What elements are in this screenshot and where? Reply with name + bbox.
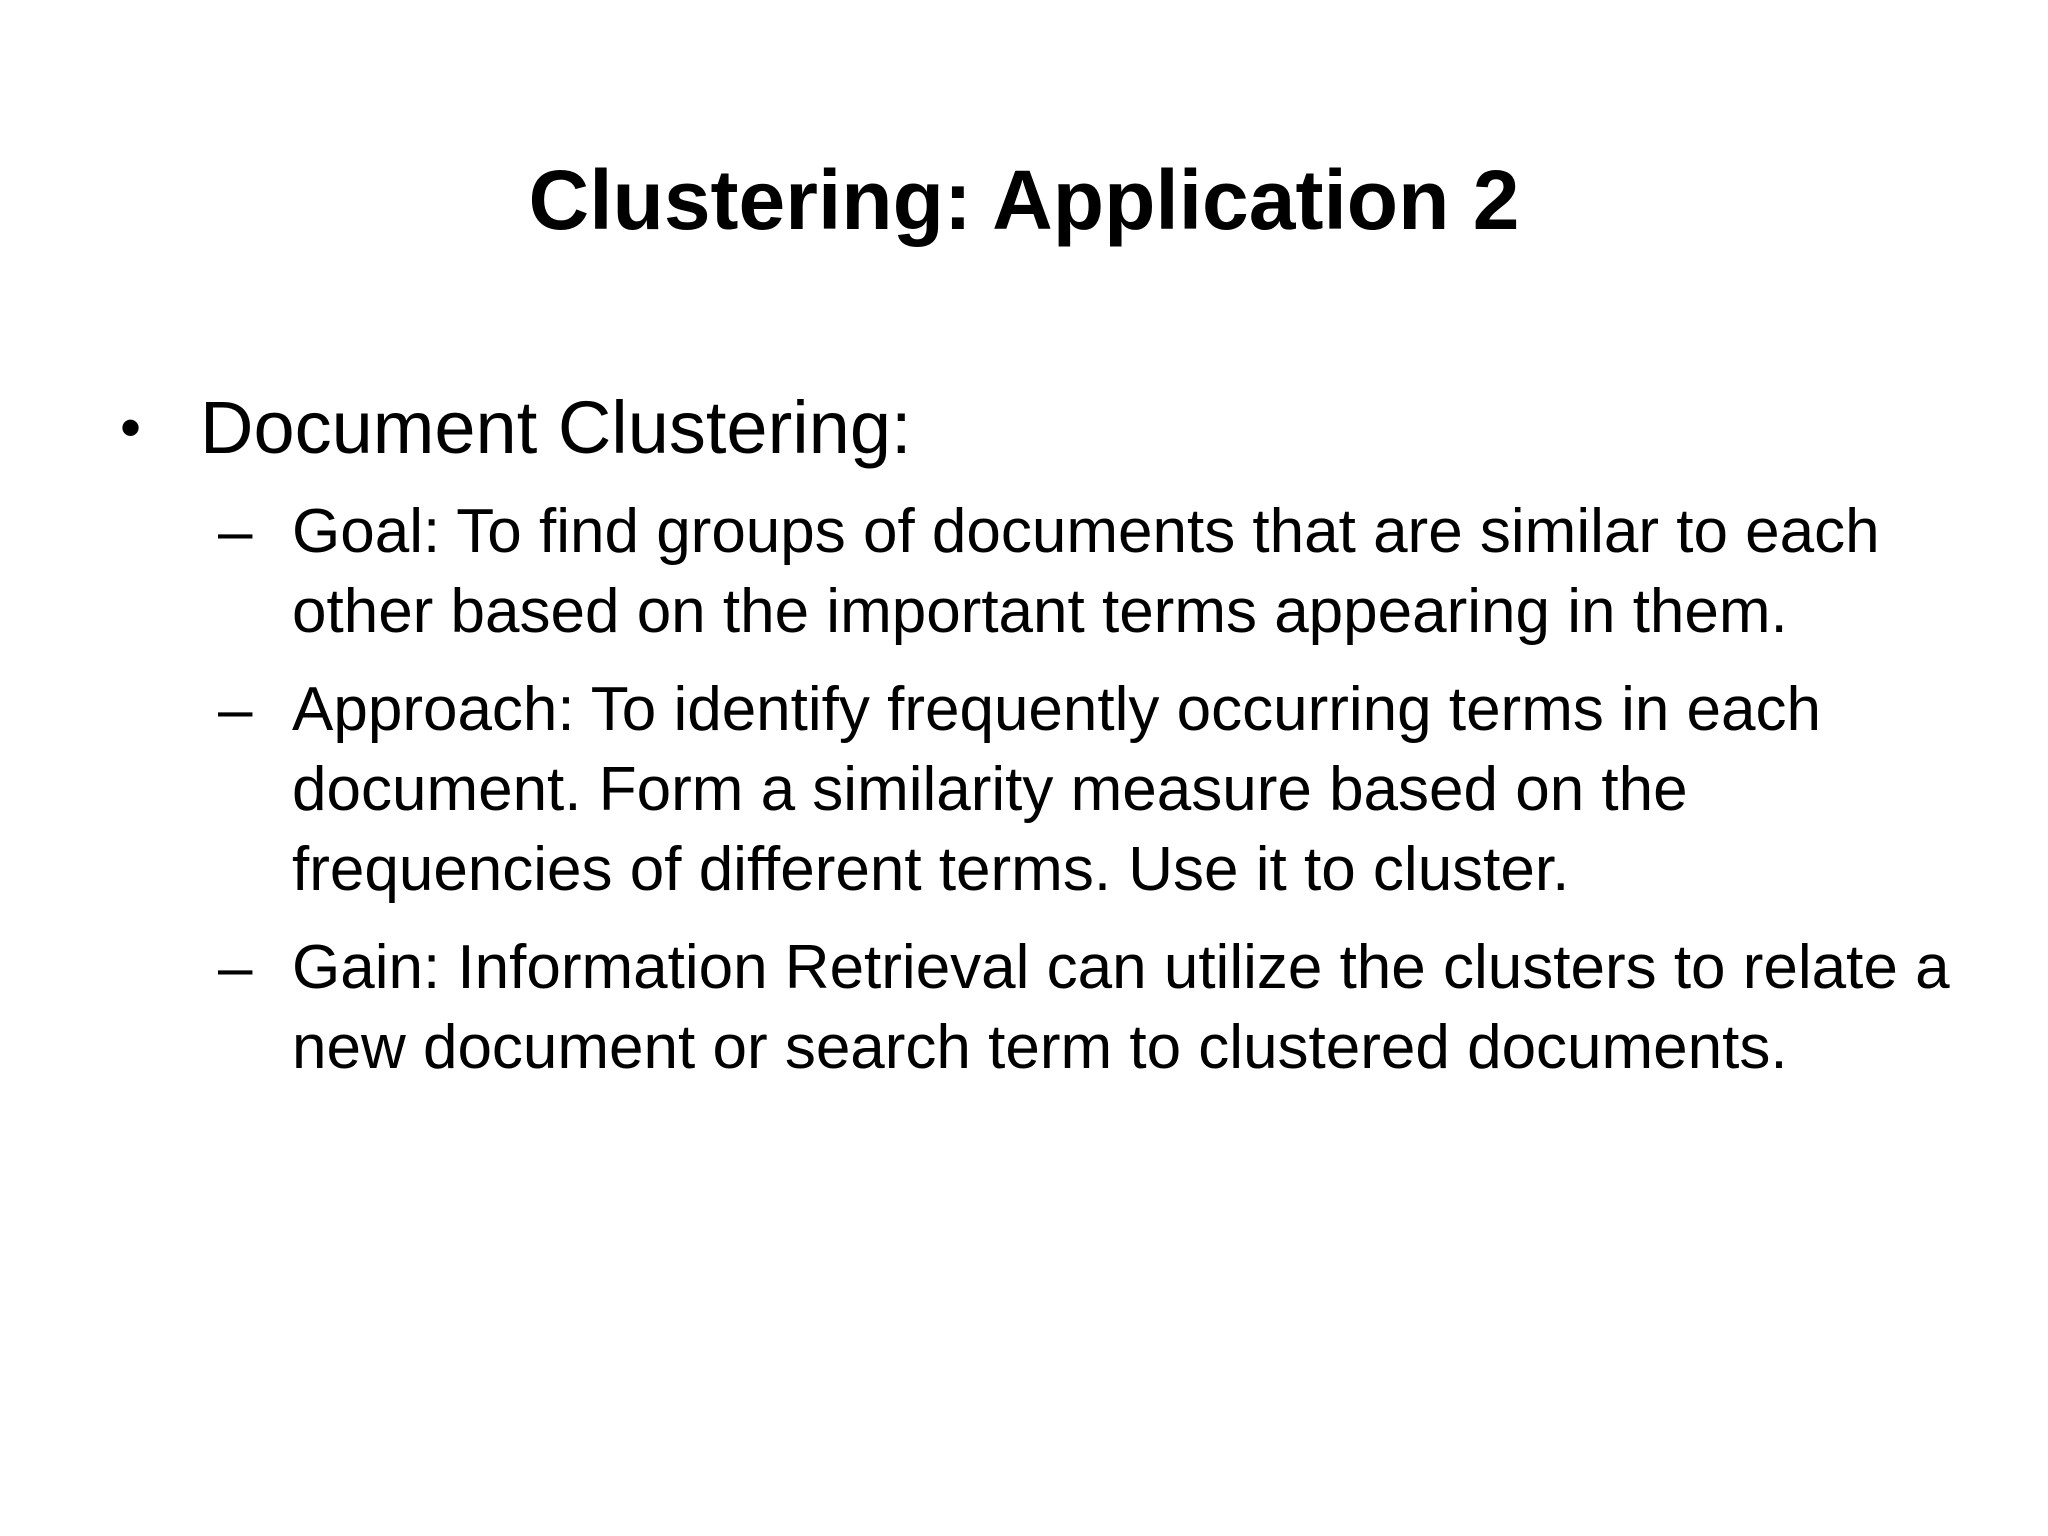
sub-bullet-goal: [218, 492, 1998, 652]
bullet-item: [120, 378, 1980, 478]
sub-bullet-text: Goal: To find groups of documents that are similar to each other based on the important terms appearing in them.: [292, 497, 1880, 646]
sub-bullet-gain: [218, 928, 1998, 1088]
dash-marker: –: [218, 497, 253, 566]
sub-bullet-list: [218, 492, 1998, 1106]
sub-bullet-text: Gain: Information Retrieval can utilize the clusters to relate a new document or search term to clustered documents.: [292, 933, 1950, 1082]
bullet-marker: •: [120, 394, 142, 461]
dash-marker: –: [218, 933, 253, 1002]
dash-marker: –: [218, 675, 253, 744]
bullet-list: [120, 378, 1980, 478]
slide-title: Clustering: Application 2: [528, 153, 1520, 247]
sub-bullet-approach: [218, 670, 1998, 910]
bullet-text: Document Clustering:: [200, 386, 912, 469]
sub-bullet-text: Approach: To identify frequently occurring terms in each document. Form a similarity measure based on the frequencies of different terms. Use it to cluster.: [292, 675, 1821, 904]
